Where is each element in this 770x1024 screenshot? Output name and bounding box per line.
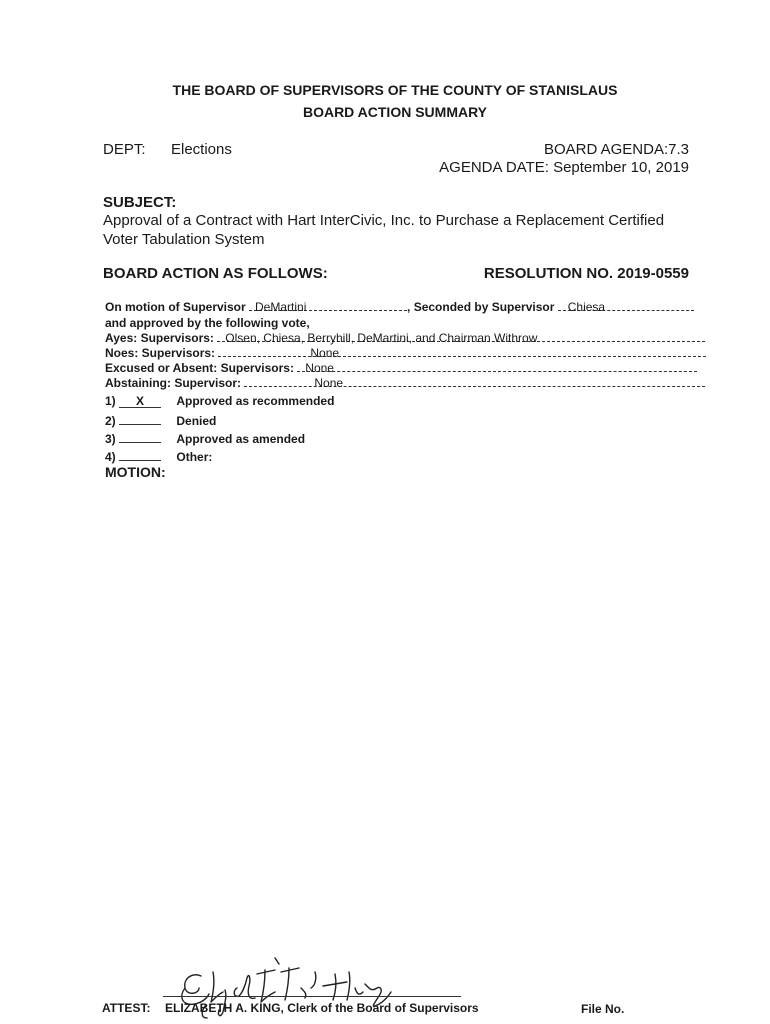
subject-line2: Voter Tabulation System [103,231,265,248]
option-number: 1) [105,394,116,408]
excused-label: Excused or Absent: Supervisors: [105,361,294,375]
resolution-number: RESOLUTION NO. 2019-0559 [483,265,689,282]
abstaining-label: Abstaining: Supervisor: [105,376,242,390]
ayes-label: Ayes: Supervisors: [105,331,214,345]
option-4 [105,448,212,464]
agenda-date: AGENDA DATE: September 10, 2019 [439,159,689,176]
option-1 [105,394,334,408]
option-mark [119,412,161,425]
motion-label: MOTION: [105,464,166,480]
seconded-value: Chiesa [567,300,606,314]
option-mark [119,430,161,443]
signature-line [163,996,461,997]
seconded-label: Seconded by Supervisor [413,300,555,314]
option-2 [105,412,216,428]
ayes-value-field [217,331,705,345]
subject-label: SUBJECT: [103,194,177,211]
option-mark: X [119,395,161,408]
seconded-value-field [558,300,694,314]
noes-value: None [310,346,340,360]
option-3 [105,430,305,446]
motion-line: On motion of Supervisor DeMartini , Seconded by Supervisor Chiesa [105,300,694,314]
option-number: 3) [105,432,116,446]
excused-value: None [305,361,334,375]
subject-line1: Approval of a Contract with Hart InterCivic, Inc. to Purchase a Replacement Certified [103,212,665,229]
abstaining-value: None [314,376,344,390]
dept-label: DEPT: [103,141,146,158]
motion-label: On motion of Supervisor [105,300,246,314]
ayes-line [105,331,705,345]
option-number: 2) [105,414,116,428]
option-label: Other: [176,450,213,464]
noes-line [105,346,706,360]
excused-line [105,361,697,375]
clerk-name: ELIZABETH A. KING, Clerk of the Board of Supervisors [165,1001,479,1015]
abstaining-value-field [244,376,705,390]
motion-value-field [249,300,407,314]
file-number: File No. [581,1002,625,1016]
approved-line: and approved by the following vote, [105,316,310,330]
ayes-value: Olsen, Chiesa, Berryhill, DeMartini, and Chairman Withrow [225,331,538,345]
option-label: Approved as amended [176,432,306,446]
noes-value-field [218,346,706,360]
excused-value-field [297,361,697,375]
option-label: Approved as recommended [176,394,335,408]
abstaining-line [105,376,705,390]
board-agenda: BOARD AGENDA:7.3 [543,141,689,158]
motion-value: DeMartini [255,300,307,314]
noes-label: Noes: Supervisors: [105,346,216,360]
document-title-line1: THE BOARD OF SUPERVISORS OF THE COUNTY OF STANISLAUS [172,82,618,98]
option-label: Denied [176,414,217,428]
attest-label: ATTEST: [102,1001,151,1015]
dept-value: Elections [171,141,232,158]
document-title-line2: BOARD ACTION SUMMARY [302,104,488,120]
option-mark [119,448,161,461]
option-number: 4) [105,450,116,464]
board-action-label: BOARD ACTION AS FOLLOWS: [103,265,328,282]
